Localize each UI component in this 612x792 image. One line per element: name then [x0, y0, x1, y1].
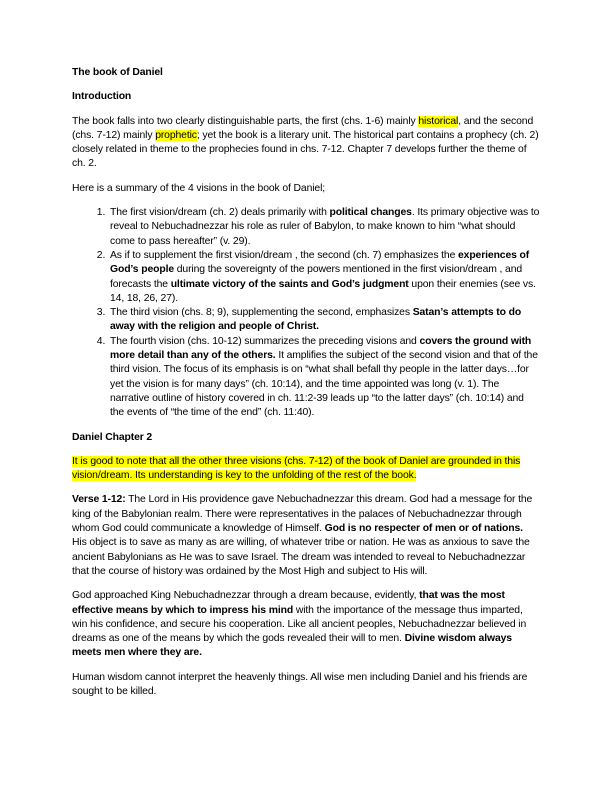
text-run: It amplifies the subject of the second vision and that of the third vision. The focus of its emphasis is on “what shall befall thy people in the latter days…for yet the vision is for many days” (ch. 10:14), and the time appointed was long (v. 1). The narrative outline of history covered in ch. 11:2-39 leads up “to the latter days” (ch. 10:14) and the events of “the time of the end” (ch. 11:40).	[110, 350, 538, 419]
text-run: Satan’s attempts to do away with the religion and people of Christ.	[110, 307, 522, 333]
document-paragraph	[72, 493, 540, 579]
list-item	[108, 335, 540, 421]
text-run: prophetic	[155, 129, 197, 141]
document-body	[72, 66, 540, 699]
list-item	[108, 249, 540, 306]
text-run: ; yet the book is a literary unit. The historical part contains a prophecy (ch. 2) closely related in theme to the prophecies found in chs. 7-12. Chapter 7 develops further the theme of ch. 2.	[72, 129, 539, 170]
text-run: Daniel Chapter 2	[72, 431, 153, 443]
document-paragraph	[72, 182, 540, 196]
text-run: historical	[418, 115, 459, 127]
document-heading	[72, 90, 540, 104]
text-run: , and the second (chs. 7-12) mainly	[72, 115, 534, 141]
text-run: experiences of God’s people	[110, 249, 530, 276]
text-run: The Lord in His providence gave Nebuchadnezzar this dream. God had a message for the king of the Babylonian realm. There were representatives in the palaces of Nebuchadnezzar through whom God could communicate a knowledge of Himself.	[72, 494, 533, 535]
numbered-list	[72, 206, 540, 420]
document-paragraph	[72, 115, 540, 172]
text-run: The fourth vision (chs. 10-12) summarizes the preceding visions and	[110, 335, 420, 347]
text-run: God is no respecter of men or of nations.	[324, 523, 523, 535]
text-run: Divine wisdom always meets men where they are.	[72, 633, 512, 659]
document-paragraph	[72, 455, 540, 484]
text-run: As if to supplement the first vision/dream , the second (ch. 7) emphasizes the	[110, 249, 459, 261]
text-run: It is good to note that all the other three visions (chs. 7-12) of the book of Daniel are grounded in this vision/dream. Its understanding is key to the unfolding of the rest of the book.	[72, 455, 521, 482]
text-run: ultimate victory of the saints and God’s judgment	[170, 278, 409, 290]
text-run: Introduction	[72, 91, 132, 103]
text-run: with the importance of the message thus imparted, win his confidence, and secure his cooperation. Like all ancient peoples, Nebuchadnezzar believed in dreams as one of the means by which the gods revealed their will to men.	[72, 604, 527, 645]
text-run: . Its primary objective was to reveal to Nebuchadnezzar his role as ruler of Babylon, to make known to him “what should come to pass hereafter” (v. 29).	[110, 207, 540, 247]
document-paragraph	[72, 589, 540, 660]
text-run: Human wisdom cannot interpret the heavenly things. All wise men including Daniel and his friends are sought to be killed.	[72, 671, 528, 697]
document-paragraph	[72, 671, 540, 700]
text-run: Here is a summary of the 4 visions in the book of Daniel;	[72, 182, 326, 194]
text-run: The book falls into two clearly distinguishable parts, the first (chs. 1-6) mainly	[72, 115, 419, 127]
text-run: The book of Daniel	[72, 67, 163, 78]
text-run: Verse 1-12:	[72, 494, 126, 506]
text-run: The third vision (chs. 8; 9), supplementing the second, emphasizes	[110, 307, 413, 319]
document-heading	[72, 66, 540, 80]
text-run: God approached King Nebuchadnezzar through a dream because, evidently,	[72, 590, 420, 602]
text-run: during the sovereignty of the powers mentioned in the first vision/dream , and forecasts the	[110, 264, 523, 290]
text-run: political changes	[329, 207, 412, 219]
text-run: covers the ground with more detail than any of the others.	[110, 335, 532, 362]
text-run: His object is to save as many as are willing, of whatever tribe or nation. He was as anxious to save the ancient Babylonians as He was to save Israel. The dream was intended to reveal to Nebuchadnezzar that the course of history was ordained by the Most High and subject to His will.	[72, 537, 530, 577]
list-item	[108, 206, 540, 249]
text-run: The first vision/dream (ch. 2) deals primarily with	[110, 207, 330, 219]
text-run: upon their enemies (see vs. 14, 18, 26, 27).	[110, 278, 536, 304]
text-run: that was the most effective means by which to impress his mind	[72, 590, 505, 616]
document-heading	[72, 431, 540, 445]
list-item	[108, 306, 540, 335]
